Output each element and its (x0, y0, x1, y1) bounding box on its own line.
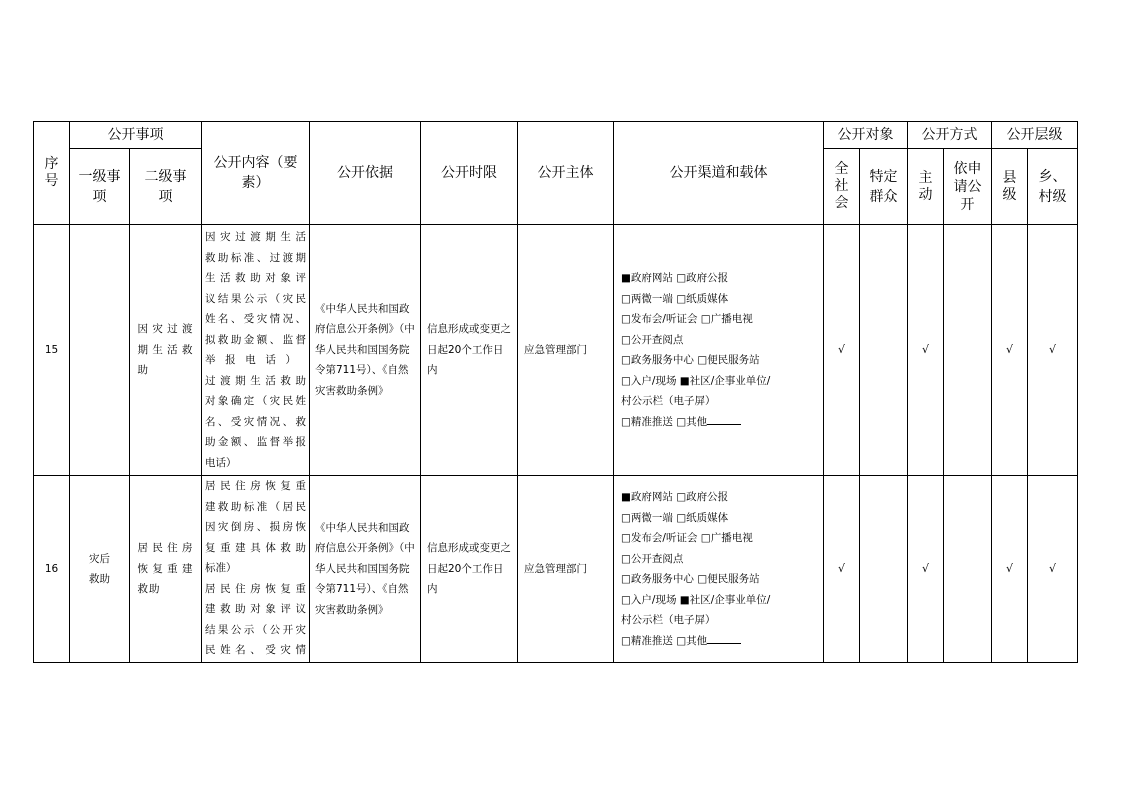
channel-line-last (621, 631, 816, 652)
content-line: 生活救助对象评 (205, 272, 306, 284)
header-level-county (992, 149, 1028, 225)
content-line: 举报电话） (205, 354, 296, 366)
channel-line: 村公示栏（电子屏） (621, 614, 716, 626)
content-line: 民姓名、受灾情 (205, 644, 306, 656)
header-target-all (824, 149, 860, 225)
header-items-group: 公开事项 (70, 122, 202, 149)
row-level-township: √ (1028, 476, 1078, 663)
content-line: 救助标准、过渡期 (205, 251, 306, 264)
channel-line: □入户/现场 ■社区/企事业单位/ (621, 374, 771, 387)
header-level-county-text: 县级 (1002, 169, 1017, 203)
channel-line: □公开查阅点 (621, 333, 684, 346)
row-method-request (944, 476, 992, 663)
header-content (202, 122, 310, 225)
disclosure-table (33, 121, 1078, 663)
row-level1 (70, 225, 130, 476)
header-target-all-text: 全社会 (834, 161, 849, 211)
row-level-township: √ (1028, 225, 1078, 476)
header-target-specific-text: 特定群众 (869, 168, 898, 205)
header-level1 (70, 149, 130, 225)
channel-line: □入户/现场 ■社区/企事业单位/ (621, 593, 771, 606)
channel-line: □政务服务中心 □便民服务站 (621, 354, 760, 366)
content-line: 电话） (205, 456, 237, 469)
row-level2 (130, 476, 202, 663)
header-basis: 公开依据 (310, 122, 421, 225)
row-channels (614, 225, 824, 476)
content-line: 议结果公示（灾民 (205, 292, 306, 305)
header-method-group: 公开方式 (908, 122, 992, 149)
row-basis: 《中华人民共和国政府信息公开条例》（中华人民共和国国务院令第711号）、《自然灾害救助条例》 (310, 476, 421, 663)
row-content (202, 476, 310, 663)
content-line: 对象确定（灾民姓 (205, 395, 306, 407)
channel-line-last (621, 412, 816, 433)
content-line: 过渡期生活救助 (205, 374, 306, 387)
row-target-all: √ (824, 476, 860, 663)
row-basis: 《中华人民共和国政府信息公开条例》（中华人民共和国国务院令第711号）、《自然灾害救助条例》 (310, 225, 421, 476)
content-line: 拟救助金额、监督 (205, 333, 306, 346)
row-target-specific (860, 225, 908, 476)
row-target-specific (860, 476, 908, 663)
channel-line: □公开查阅点 (621, 552, 684, 565)
header-method-request (944, 149, 992, 225)
header-target-specific (860, 149, 908, 225)
row-channels (614, 476, 824, 663)
header-time-limit: 公开时限 (421, 122, 518, 225)
blank-underline (707, 632, 741, 644)
row-level-county: √ (992, 476, 1028, 663)
header-method-request-text: 依申请公开 (953, 160, 982, 213)
content-line: 因灾过渡期生活 (205, 231, 306, 243)
header-method-active-text: 主动 (918, 169, 933, 203)
table-row (34, 225, 1078, 476)
row-level1 (70, 476, 130, 663)
channel-line: 村公示栏（电子屏） (621, 395, 716, 407)
row-time-limit (421, 476, 518, 663)
channel-line: ■政府网站 □政府公报 (621, 272, 729, 284)
header-level2 (130, 149, 202, 225)
row-subject: 应急管理部门 (518, 225, 614, 476)
row-seq: 15 (34, 225, 70, 476)
content-line: 助金额、监督举报 (205, 436, 306, 448)
channel-line: □两微一端 □纸质媒体 (621, 511, 729, 524)
row-seq: 16 (34, 476, 70, 663)
content-line: 因灾倒房、损房恢 (205, 521, 306, 533)
row-time-limit-text: 信息形成或变更之日起20个工作日内 (427, 323, 511, 377)
content-line: 居民住房恢复重 (205, 480, 306, 492)
channel-line: ■政府网站 □政府公报 (621, 491, 729, 503)
content-line: 结果公示（公开灾 (205, 623, 306, 636)
header-content-text: 公开内容（要素） (213, 155, 298, 191)
header-level2-text: 二级事项 (144, 168, 187, 205)
table-row (34, 476, 1078, 663)
header-level1-text: 一级事项 (78, 168, 121, 205)
blank-underline (707, 413, 741, 425)
header-seq-text: 序号 (44, 156, 59, 189)
channel-line-text: □精准推送 □其他 (621, 634, 708, 647)
row-content (202, 225, 310, 476)
content-line: 复重建具体救助 (205, 541, 306, 554)
row-method-active: √ (908, 476, 944, 663)
content-line: 居民住房恢复重 (205, 582, 306, 595)
content-line: 建救助对象评议 (205, 603, 306, 615)
row-level2-text: 居民住房恢复重建救助 (137, 542, 194, 596)
channel-line: □发布会/听证会 □广播电视 (621, 532, 753, 544)
row-method-active: √ (908, 225, 944, 476)
content-line: 建救助标准（居民 (205, 500, 306, 513)
row-time-limit-text: 信息形成或变更之日起20个工作日内 (427, 542, 511, 596)
row-level2-text: 因灾过渡期生活救助 (137, 323, 194, 377)
header-level-township-text: 乡、村级 (1038, 168, 1067, 205)
header-level-township (1028, 149, 1078, 225)
header-subject: 公开主体 (518, 122, 614, 225)
content-line: 标准） (205, 562, 237, 574)
row-method-request (944, 225, 992, 476)
content-line: 名、受灾情况、救 (205, 415, 306, 428)
header-target-group: 公开对象 (824, 122, 908, 149)
header-seq (34, 122, 70, 225)
row-level1-text: 灾后救助 (89, 552, 110, 585)
content-line: 姓名、受灾情况、 (205, 313, 306, 325)
header-method-active (908, 149, 944, 225)
channel-line-text: □精准推送 □其他 (621, 415, 708, 428)
row-level-county: √ (992, 225, 1028, 476)
row-time-limit (421, 225, 518, 476)
row-level2 (130, 225, 202, 476)
header-channels: 公开渠道和载体 (614, 122, 824, 225)
channel-line: □两微一端 □纸质媒体 (621, 292, 729, 305)
row-target-all: √ (824, 225, 860, 476)
row-subject: 应急管理部门 (518, 476, 614, 663)
channel-line: □发布会/听证会 □广播电视 (621, 313, 753, 325)
header-level-group: 公开层级 (992, 122, 1078, 149)
channel-line: □政务服务中心 □便民服务站 (621, 573, 760, 585)
